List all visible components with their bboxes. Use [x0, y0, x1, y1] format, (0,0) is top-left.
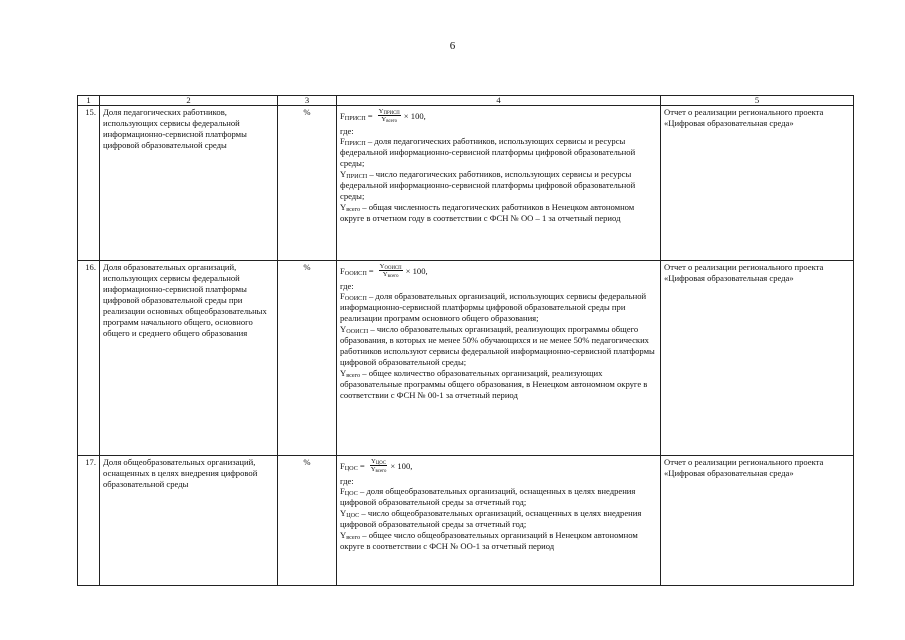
data-source: Отчет о реализации регионального проекта «Цифровая образовательная среда»	[661, 106, 854, 261]
table-row	[78, 106, 854, 261]
formula-lhs: $F_{ЦОС}$	[340, 460, 358, 472]
formula	[340, 108, 657, 123]
where-label: где:	[340, 125, 354, 136]
formula	[340, 458, 657, 473]
header-row	[78, 96, 854, 106]
formula-equals: =	[368, 265, 374, 276]
unit: %	[278, 261, 337, 456]
table-row	[78, 456, 854, 586]
header-col-4: 4	[337, 96, 661, 106]
calculation-method	[337, 106, 661, 261]
header-col-5: 5	[661, 96, 854, 106]
indicators-table	[77, 95, 854, 586]
row-number: 16.	[78, 261, 100, 456]
data-source: Отчет о реализации регионального проекта «Цифровая образовательная среда»	[661, 456, 854, 586]
formula-fraction: $\frac{Y_{ЦОС}}{Y_{всего}}$	[370, 458, 387, 475]
indicator-name: Доля педагогических работников, использующих сервисы федеральной информационно-сервисной платформы цифровой образовательной среды	[100, 106, 278, 261]
formula-lhs: $F_{ПРИСП}$	[340, 110, 366, 122]
header-col-3: 3	[278, 96, 337, 106]
definition: $F_{ПРИСП}$ – доля педагогических работников, использующих сервисы и ресурсы федеральной информационно-сервисной платформы цифровой образовательной среды;	[340, 136, 636, 169]
where-label: где:	[340, 280, 354, 291]
formula-fraction: $\frac{Y_{ООИСП}}{Y_{всего}}$	[379, 263, 402, 280]
page-number: 6	[449, 40, 456, 52]
formula-lhs: $F_{ООИСП}$	[340, 265, 367, 277]
indicator-name: Доля общеобразовательных организаций, оснащенных в целях внедрения цифровой образовательной среды	[100, 456, 278, 586]
formula-multiplier: × 100,	[390, 460, 413, 471]
header-col-1: 1	[78, 96, 100, 106]
row-number: 17.	[78, 456, 100, 586]
calculation-method	[337, 261, 661, 456]
data-source: Отчет о реализации регионального проекта «Цифровая образовательная среда»	[661, 261, 854, 456]
formula	[340, 263, 657, 278]
definition: $Y_{ООИСП}$ – число образовательных организаций, реализующих программы общего образования, в которых не менее 50% обучающихся и не менее 50% педагогических работников используют сервисы федеральной информационно-сервисной платформы цифровой образовательной среды;	[340, 324, 655, 367]
definition: $F_{ЦОС}$ – доля общеобразовательных организаций, оснащенных в целях внедрения цифровой образовательной среды за отчетный год;	[340, 486, 636, 508]
definition: $Y_{всего}$ – общее число общеобразовательных организаций в Ненецком автономном округе в соответствии с ФСН № ОО-1 за отчетный период	[340, 530, 638, 551]
definition: $Y_{всего}$ – общее количество образовательных организаций, реализующих образовательные программы общего образования, в Ненецком автономном округе в соответствии с ФСН № 00-1 за отчетный период	[340, 367, 648, 400]
definition: $Y_{всего}$ – общая численность педагогических работников в Ненецком автономном округе в отчетном году в соответствии с ФСН № ОО – 1 за отчетный период	[340, 201, 635, 223]
table-row	[78, 261, 854, 456]
formula-multiplier: × 100,	[403, 110, 426, 121]
formula-equals: =	[367, 110, 373, 121]
indicator-name: Доля образовательных организаций, использующих сервисы федеральной информационно-сервисной платформы цифровой образовательной среды при реализации основных общеобразовательных программ начального общего, основного общего и среднего общего образования	[100, 261, 278, 456]
row-number: 15.	[78, 106, 100, 261]
definition: $Y_{ЦОС}$ – число общеобразовательных организаций, оснащенных в целях внедрения цифровой образовательной среды за отчетный год;	[340, 508, 642, 530]
definition: $Y_{ПРИСП}$ – число педагогических работников, использующих сервисы и ресурсы федеральной информационно-сервисной платформы цифровой образовательной среды;	[340, 169, 636, 201]
definition: $F_{ООИСП}$ – доля образовательных организаций, использующих сервисы федеральной информационно-сервисной платформы цифровой образовательной среды при реализации программ основного общего образования;	[340, 291, 647, 324]
formula-multiplier: × 100,	[405, 265, 428, 276]
where-label: где:	[340, 475, 354, 486]
header-col-2: 2	[100, 96, 278, 106]
unit: %	[278, 106, 337, 261]
unit: %	[278, 456, 337, 586]
calculation-method	[337, 456, 661, 586]
formula-fraction: $\frac{Y_{ПРИСП}}{Y_{всего}}$	[378, 108, 400, 125]
formula-equals: =	[359, 460, 365, 471]
